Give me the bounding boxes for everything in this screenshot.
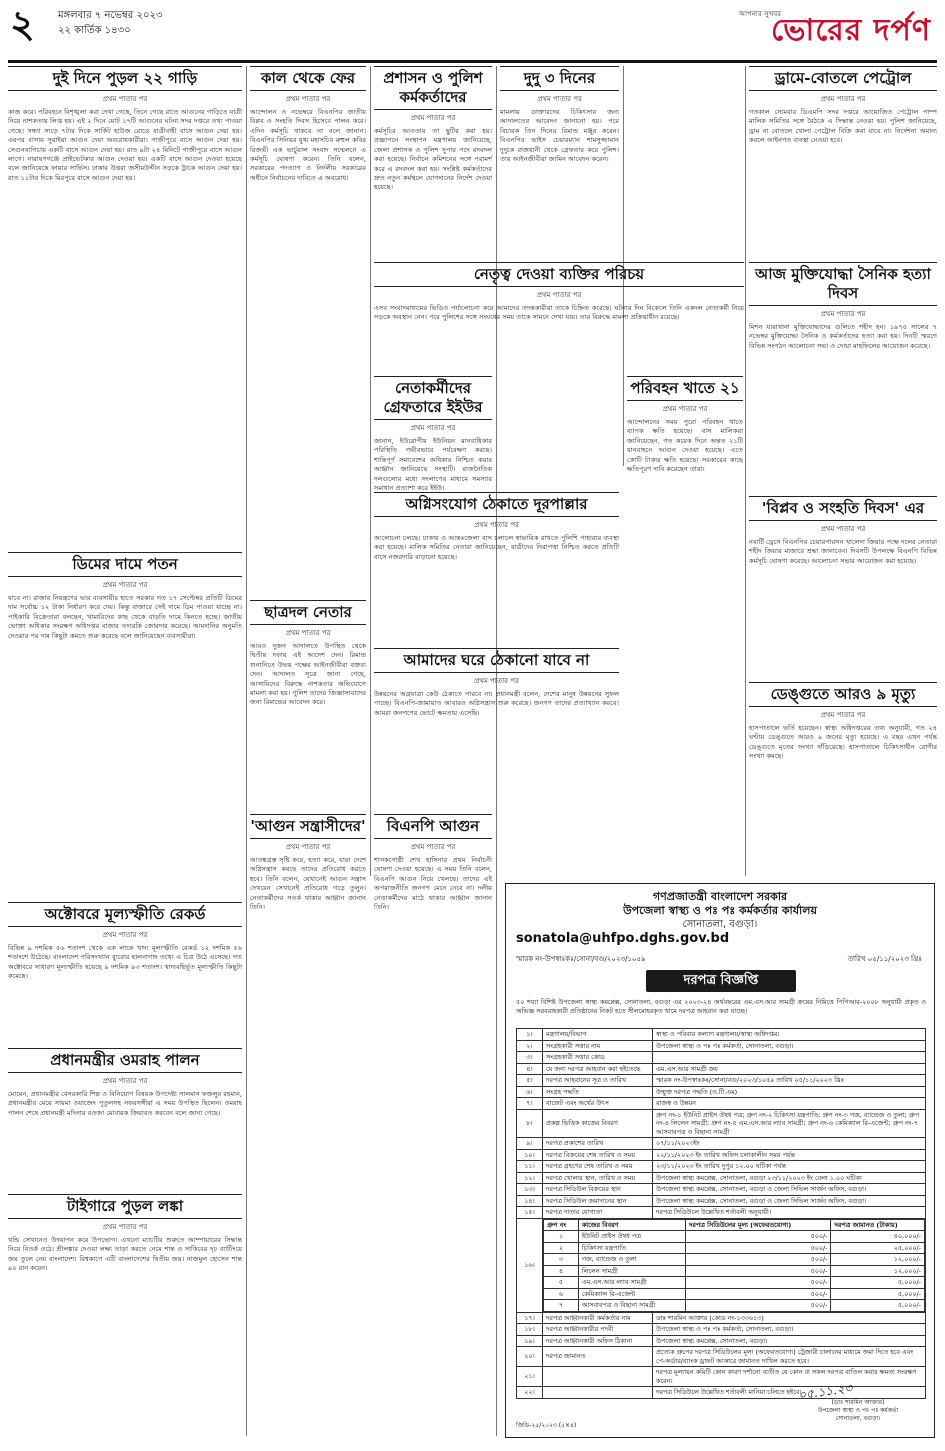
tender-cell-label: প্রকল্প ভিত্তিক কাজের বিবরণ	[543, 1109, 653, 1138]
group-cell-no: ৭	[544, 1300, 579, 1312]
tender-row	[517, 1195, 926, 1207]
group-cell-desc: ইউনিট প্রাইস ঔষধ পত্র	[578, 1231, 685, 1243]
group-cell-price: ৫০০/-	[686, 1231, 831, 1243]
article-body: বিভিন্ন ৯ দশমিক ৫৬ শতাংশ থেকে এক লাফে খাদ্য মূল্যস্ফীতি রেকর্ড ১২ দশমিক ৫৬ শতাংশে উঠেছে। বাংলাদেশ পরিসংখ্যান ব্যুরোর হালনাগাদ তথ্যে এ চিত্র উঠে এসেছে। গত অক্টোবরে সাধারণ মূল্যস্ফীতি হয়েছে ৯ দশমিক ৯৩ শতাংশ। খাদ্যবহির্ভূত মূল্যস্ফীতি কিছুটা কমেছে।	[8, 944, 242, 981]
headline: আজ মুক্তিযোদ্ধা সৈনিক হত্যা দিবস	[749, 262, 937, 306]
tender-row	[517, 1138, 926, 1150]
groups-header-row	[544, 1219, 925, 1231]
tender-cell-sl: ১৪।	[517, 1195, 543, 1207]
notice-location: সোনাতলা, বগুড়া।	[682, 919, 758, 930]
date-line-gregorian: মঙ্গলবার ৭ নভেম্বর ২০২৩	[58, 10, 163, 21]
article-body: শাসকগোষ্ঠী শেখ হাসিনার প্রথম নির্বাচনী ঘোষণা দেওয়া হয়েছে। এ সময় তিনি বলেন, বিএনপি আগুন নিয়ে খেলছে। তাদের এই অপরাজনীতি জনগণ মেনে নেবে না। দলীয় নেতাকর্মীদের মাঠে থাকার আহ্বান জানান তিনি।	[374, 856, 492, 912]
tender-cell-label: দরপত্র গ্রহণের শেষ তারিখ ও সময়	[543, 1161, 653, 1173]
article-body: মিশন যারাখানা মুক্তিযোদ্ধাদের গুলিতে শহীদ হন। ১৯৭৫ সালের ৭ নভেম্বর মুক্তিযোদ্ধা সৈনিক ও কর্মকর্তাদের হত্যা করা হয়। দিনটি স্মরণে বিভিন্ন সংগঠন আলোচনা সভা ও দোয়া মাহফিলের আয়োজন করেছে।	[749, 323, 937, 350]
signature-date: ০৫.১১.২৩	[797, 1380, 854, 1403]
tender-cell-sl: ১৯।	[517, 1335, 543, 1347]
tender-row	[517, 1161, 926, 1173]
tender-row	[517, 1335, 926, 1347]
tender-cell-label	[543, 1387, 653, 1399]
notice-banner: দরপত্র বিজ্ঞপ্তি	[646, 970, 796, 992]
groups-header-no: গ্রুপ নং	[544, 1219, 579, 1231]
kicker: প্রথম পাতার পর	[410, 843, 456, 851]
kicker: প্রথম পাতার পর	[102, 1223, 148, 1231]
masthead-rule	[8, 60, 937, 63]
column-divider	[745, 66, 746, 876]
article-body: জানান, ইউরোপীয় ইউনিয়ন মানবাধিকার পরিস্থিতি গভীরভাবে পর্যবেক্ষণ করছে। শান্তিপূর্ণ সমাবেশের অধিকার নিশ্চিত করার আহ্বান জানিয়েছে সংস্থাটি। রাজনৈতিক দলগুলোর মধ্যে সংলাপের মাধ্যমে সমস্যার সমাধান প্রত্যাশা করে ইইউ।	[374, 437, 492, 493]
page-number: ২	[10, 1, 35, 46]
tender-cell-value: দরপত্র সিডিউলে উল্লেখিত শর্তাবলী অনুযায়ী।	[653, 1207, 926, 1219]
tender-cell-sl: ১৮।	[517, 1324, 543, 1336]
tender-cell-value: স্বাস্থ্য ও পরিবার কল্যাণ মন্ত্রণালয়/স্বাস্থ্য অধিদপ্তর।	[653, 1029, 926, 1041]
tender-cell-label: দরপত্র আহ্বানকারী অফিস ঠিকানা	[543, 1335, 653, 1347]
tender-cell-label: সংগ্রহকারী সত্তার নাম	[543, 1040, 653, 1052]
headline: ডেঙ্গুতে আরও ৯ মৃত্যু	[749, 682, 937, 707]
tender-cell-sl: ৩।	[517, 1052, 543, 1064]
article-body: আরও দুজন আদালতে উপস্থিত থেকে দ্বিতীয় দফায় এই আদেশ দেন। রিমান্ড শুনানিতে উভয় পক্ষের আইনজীবীরা বক্তব্য দেন। আদালত সূত্রে জানা গেছে, আসামিদের বিরুদ্ধে নাশকতার অভিযোগে মামলা করা হয়। পুলিশ তাদের জিজ্ঞাসাবাদের জন্য রিমান্ডের আবেদন করে।	[250, 642, 366, 707]
tender-cell-value: রাজস্ব ও উন্নয়ন	[653, 1098, 926, 1110]
groups-header-price: দরপত্র সিডিউলের মূল্য (অফেরতযোগ্য)	[686, 1219, 831, 1231]
tender-row	[517, 1052, 926, 1064]
tender-cell-value: দরপত্র সিডিউলে উল্লেখিত শর্তাবলী মানিয়া চলিতে হইবে।	[653, 1387, 926, 1399]
kicker: প্রথম পাতার পর	[820, 525, 866, 533]
tender-cell-label: দরপত্র বিক্রয়ের শেষ তারিখ ও সময়	[543, 1149, 653, 1161]
kicker: প্রথম পাতার পর	[820, 310, 866, 318]
tender-cell-label: দরপত্র আহবানের সূত্র ও তারিখ	[543, 1075, 653, 1087]
tender-cell-label: সংগ্রহ পদ্ধতি	[543, 1086, 653, 1098]
article-cannot-stop	[374, 648, 619, 808]
column-divider	[246, 66, 247, 1436]
tender-row	[517, 1040, 926, 1052]
kicker: প্রথম পাতার পর	[102, 931, 148, 939]
tender-cell-label: বাজেট এবং অর্থের উৎস	[543, 1098, 653, 1110]
article-inflation	[8, 902, 242, 1042]
group-cell-security: ৪০,০০০/-	[831, 1231, 925, 1243]
column-divider	[370, 66, 371, 876]
tender-row-groups	[517, 1218, 926, 1312]
headline: ড্রামে-বোতলে পেট্রোল	[749, 66, 937, 91]
tender-cell-sl: ১৬।	[517, 1218, 543, 1312]
tender-cell-sl: ২১।	[517, 1367, 543, 1387]
article-body: আন্দোলনের সময় পুরো পরিবহন খাতে ব্যাপক ক্ষতি হয়েছে। বাস মালিকরা জানিয়েছেন, গত কয়েক দিনে অন্তত ২১টি যানবাহনে আগুন দেওয়া হয়েছে। এতে কোটি টাকার ক্ষতি হয়েছে। সরকারের কাছে ক্ষতিপূরণ দাবি করেছেন তারা।	[627, 418, 743, 474]
tender-cell-label: মন্ত্রণালয়/বিভাগ	[543, 1029, 653, 1041]
article-soldier-killing-day	[749, 262, 937, 492]
article-long-distance-bus	[374, 492, 619, 642]
group-cell-security: ৫,০০০/-	[831, 1277, 925, 1289]
logo-text: ভোরের দর্পণ	[771, 13, 931, 48]
article-body: নবার্টি ড্রেসে বিএনপির চেয়ারপারসন খালেদা জিয়ার পক্ষে দলের নেতারা শহীদ জিয়ার মাজারে শ্রদ্ধা জানাবেন। দিবসটি উপলক্ষে বিএনপি বিভিন্ন কর্মসূচি ঘোষণা করেছে। আলোচনা সভার আয়োজন করা হয়েছে।	[749, 538, 937, 565]
tender-row	[517, 1149, 926, 1161]
article-body: মোমেন, প্রধানমন্ত্রীর বেসরকারি শিল্প ও বিনিয়োগ বিষয়ক উপদেষ্টা সালমান ফজলুর রহমান, প্রধানমন্ত্রীর মেয়ে সায়মা ওয়াজেদ পুতুলসহ সফরসঙ্গীরা এ সময় উপস্থিত ছিলেন। ওমরাহ পালন শেষে প্রধানমন্ত্রী মদিনায় রওজা মোবারক জিয়ারত করবেন বলে জানা গেছে।	[8, 1090, 242, 1117]
tender-row	[517, 1075, 926, 1087]
tender-cell-value: ০৭/১১/২০২৩ইং	[653, 1138, 926, 1150]
signature-place: সোনাতলা, বগুড়া।	[835, 1415, 881, 1422]
tender-cell-label: সংগ্রহকারী সত্তার কোড	[543, 1052, 653, 1064]
group-cell-price: ৫০০/-	[686, 1265, 831, 1277]
article-body: খন্ডি সেখানেও উদযাপন করে উপভোগ। এখনো ম্যাচটির শুরুতে আম্পায়ারের সিদ্ধান্ত নিয়ে বিতর্ক ওঠে। শ্রীলঙ্কার দেওয়া লক্ষ্য তাড়া করতে নেমে শান্ত ও সাকিবের দৃঢ় ব্যাটিংয়ে জয় তুলে নেয় বাংলাদেশ। বিশ্বকাপে এটি বাংলাদেশের দ্বিতীয় জয়। নাজমুল হোসেন শান্ত ৯০ রান করেন।	[8, 1236, 242, 1273]
tender-cell-value: ডাঃ শারমিন আক্তার (কোড নং-১৩৩৬১৩)	[653, 1312, 926, 1324]
tender-cell-sl: ২।	[517, 1040, 543, 1052]
article-admin-police	[374, 66, 492, 256]
kicker: প্রথম পাতার পর	[102, 1077, 148, 1085]
tender-cell-value: প্রত্যেক গ্রুপের দরপত্র সিডিউলের মূল্য (অফেরতযোগ্য) ট্রেজারী চালানের মাধ্যমে জমা দিতে হবে এবং পে-অর্ডার/ব্যাংক ড্রাফট আকারে জামানত দাখিল করতে হবে।	[653, 1347, 926, 1367]
tender-cell-sl: ৬।	[517, 1086, 543, 1098]
article-body: মামলায় ডাক্তারদের চিকিৎসার জন্য আদালতের আবেদন জানানো হয়। পরে বিচারক তিন দিনের রিমান্ড মঞ্জুর করেন। বিএনপির ভাইস চেয়ারম্যান শামসুজ্জামান দুদুকে রাজধানী থেকে গ্রেফতার করে পুলিশ। তার আইনজীবীরা জামিন আবেদন করেন।	[500, 108, 619, 164]
headline: 'আগুন সন্ত্রাসীদের'	[250, 814, 366, 839]
tender-cell-value: গ্রুপ নং-১ ইউনিট প্রাইস ঔষধ পত্র; গ্রুপ নং-২ চিকিৎসা যন্ত্রপাতি; গ্রুপ নং-৩ গজ, ব্যান্ডেজ ও তুলা; গ্রুপ নং-৪ লিলেন সামগ্রী; গ্রুপ নং-৫ এম.এস.আর ল্যাব সামগ্রী; গ্রুপ নং-৬ কেমিক্যাল রি-এজেন্ট; গ্রুপ নং-৭ আসবাবপত্র ও বিছানা সামগ্রী	[653, 1109, 926, 1138]
tender-cell-value: উপজেলা স্বাস্থ্য কমপ্লেক্স, সোনাতলা, বগুড়া ২৩/১১/২০২৩ ইং বেলা ১.০০ ঘটিকা	[653, 1172, 926, 1184]
group-cell-security: ২৫,০০০/-	[831, 1242, 925, 1254]
group-cell-price: ৫০০/-	[686, 1288, 831, 1300]
headline: 'বিপ্লব ও সংহতি দিবস' এর	[749, 496, 937, 521]
tender-row	[517, 1324, 926, 1336]
tender-cell-value: স্মারক নং-উপস্বাঃকঃ/সোনা/বগু/২০২৩/১০৫৯ তারিখ ০৫/১১/২০২৩ খ্রিঃ	[653, 1075, 926, 1087]
tender-cell-label: যে জন্য দরপত্র আহবান করা হইতেছে	[543, 1063, 653, 1075]
article-bnp-fire	[374, 814, 492, 1434]
article-egg-prices	[8, 552, 242, 897]
article-body: আন্দোলন ও নভেম্বরে বিএনপির জাতীয় বিপ্লব ও সংহতি দিবস হিসেবে পালন করে। এদিন কর্মসূচি থাকবে না বলে জানান। বিএনপির সিনিয়র যুগ্ম মহাসচিব রুহুল কবির রিজভী এক ভার্চুয়াল সংবাদ সম্মেলনে এ কর্মসূচি ঘোষণা করেন। তিনি বলেন, সরকারের পদত্যাগ ও নির্দলীয় সরকারের অধীনে নির্বাচনের দাবিতে এ অবরোধ।	[250, 108, 366, 182]
article-revolution-day	[749, 496, 937, 676]
signature-title: উপজেলা স্বাস্থ্য ও পঃ পঃ কর্মকর্তা	[817, 1407, 899, 1414]
group-cell-no: ১	[544, 1231, 579, 1243]
headline: প্রশাসন ও পুলিশ কর্মকর্তাদের	[374, 66, 492, 110]
article-body: হাসপাতালে ভর্তি হয়েছেন। স্বাস্থ্য অধিদপ্তরের তথ্য অনুযায়ী, গত ২৪ ঘণ্টায় ডেঙ্গুতে আরও ৯ জনের মৃত্যু হয়েছে। এ বছর এখন পর্যন্ত ডেঙ্গুতে মৃতের সংখ্যা দাঁড়িয়েছে। হাসপাতালে চিকিৎসাধীন রোগীর সংখ্যা কমছে।	[749, 724, 937, 761]
tender-cell-sl: ৪।	[517, 1063, 543, 1075]
group-row	[544, 1231, 925, 1243]
group-row	[544, 1242, 925, 1254]
tender-cell-label: দরপত্র দাতার যোগ্যতা	[543, 1207, 653, 1219]
kicker: প্রথম পাতার পর	[474, 677, 519, 685]
tender-cell-sl: ১৫।	[517, 1207, 543, 1219]
article-body: যাবে না। রাজার নিয়ন্ত্রণের ভার ব্যবসায়ীর হাতে সরকার গত ১৭ সেপ্টেম্বর প্রতিটি ডিমের দাম সর্বোচ্চ ১২ টাকা নির্ধারণ করে দেয়। কিন্তু বাজারে সেই দামে ডিম পাওয়া যাচ্ছে না। পাইকারি বিক্রেতারা বলছেন, খামারিদের কাছ থেকে বাড়তি দামে কিনতে হচ্ছে। জাতীয় ভোক্তা অধিকার সংরক্ষণ অধিদপ্তর বাজার তদারকি জোরদার করেছে। আমদানির অনুমতি দেওয়ার পর দাম কিছুটা কমতে শুরু করেছে বলে জানিয়েছেন ব্যবসায়ীরা।	[8, 594, 242, 640]
tender-cell-value: ২৩/১১/২০২৩ ইং তারিখ দুপুর ১২.০০ ঘটিকা পর্যন্ত	[653, 1161, 926, 1173]
group-row	[544, 1277, 925, 1289]
article-body: গতকাল সোমবার ডিএমপি সদর দপ্তরে আয়োজিত পেট্রোল পাম্প মালিক সমিতির সঙ্গে বৈঠকে এ সিদ্ধান্ত নেওয়া হয়। পুলিশ জানিয়েছে, ড্রাম বা বোতলে খোলা পেট্রোল বিক্রি করা যাবে না। নির্দেশনা অমান্য করলে আইনগত ব্যবস্থা নেওয়া হবে।	[749, 108, 937, 145]
tender-row	[517, 1184, 926, 1196]
tender-cell-label: দরপত্র আহ্বানকারীর পদবী	[543, 1324, 653, 1336]
tender-cell-sl: ১২।	[517, 1172, 543, 1184]
headline: দুদু ৩ দিনের	[500, 66, 619, 91]
article-leader-identity	[374, 262, 744, 372]
tender-cell-sl: ১০।	[517, 1149, 543, 1161]
notice-office: উপজেলা স্বাস্থ্য ও পঃ পঃ কর্মকর্তার কার্যালয়	[623, 904, 817, 917]
tender-cell-sl: ৫।	[517, 1075, 543, 1087]
article-body: কাজ করে। পরিবহনে বিশৃঙ্খলা করা দেখা গেছে, তিনে গেছে রাতে আগুনের গাড়িতে যাত্রী নিয়ে নাশকতায় লিপ্ত হয়। এই ২ দিনে মোট ১৭টি আগুনের ঘটনা সদর দপ্তরে তথ্য পাওয়া গেছে। সন্ধ্যা সাড়ে ৭টার দিকে সার্কিট হাউজ রোডে যাত্রীবাহী বাসে আগুন দেয়া হয়। এরপর বাসায় সুরাইয়া আগুন দেয়া অবরোধকারীরা। গাজীপুরে বাসে আগুন দেয়া হয়। সেগুনবাগিচায় একটি বাসে আগুন দেয়া হয়। রাত ৯টা ২৪ মিনিটে গাজীপুরে বাসে আগুন লাগে। নারায়ণগঞ্জে প্রাইভেটকার আগুন দেওয়া হয়। একটি বাসে আগুন দেওয়া হয়েছে বলে জানিয়েছে ফায়ার সার্ভিস। ঢাকার উত্তরা জসীমউদ্দীন সড়কে ট্রাকে আগুন দেয়া হয়। রাত ১১টার দিকে মিরপুরে বাসে আগুন দেয়া হয়।	[8, 108, 242, 182]
article-petrol-drums	[749, 66, 937, 256]
article-cricket	[8, 1194, 242, 1434]
group-cell-security: ১২,০০০/-	[831, 1265, 925, 1277]
article-dudu-remand	[500, 66, 619, 256]
tender-groups-cell	[543, 1218, 926, 1312]
tender-cell-value: উপজেলা স্বাস্থ্য ও পঃ পঃ কর্মকর্তা, সোনাতলা, বগুড়া।	[653, 1324, 926, 1336]
article-vehicles-burned	[8, 66, 242, 548]
tender-cell-value: উপজেলা স্বাস্থ্য কমপ্লেক্স, সোনাতলা, বগুড়া ও জেলা সিভিল সার্জন অফিস, বগুড়া।	[653, 1184, 926, 1196]
kicker: প্রথম পাতার পর	[820, 711, 866, 719]
headline: নেতাকর্মীদের গ্রেফতারে ইইউর	[374, 376, 492, 420]
tender-cell-sl: ৯।	[517, 1138, 543, 1150]
headline: অক্টোবরে মূল্যস্ফীতি রেকর্ড	[8, 902, 242, 927]
group-cell-security: ৫,০০০/-	[831, 1288, 925, 1300]
tender-cell-label: দরপত্র সিডিউল জমাদানের স্থান	[543, 1195, 653, 1207]
group-cell-desc: এম.এস.আর ল্যাব সামগ্রী	[578, 1277, 685, 1289]
tender-table	[516, 1028, 926, 1399]
group-row	[544, 1254, 925, 1266]
tender-row	[517, 1109, 926, 1138]
group-cell-no: ৪	[544, 1265, 579, 1277]
group-cell-desc: কেমিক্যাল রি-এজেন্ট	[578, 1288, 685, 1300]
tender-cell-label: দরপত্র খোলার স্থান, তারিখ ও সময়	[543, 1172, 653, 1184]
group-cell-desc: চিকিৎসা যন্ত্রপাতি	[578, 1242, 685, 1254]
newspaper-logo	[721, 10, 931, 52]
tender-cell-label: দরপত্র প্রকাশের তারিখ	[543, 1138, 653, 1150]
group-cell-security: ৫,০০০/-	[831, 1300, 925, 1312]
kicker: প্রথম পাতার পর	[410, 114, 456, 122]
group-cell-no: ২	[544, 1242, 579, 1254]
group-cell-security: ১২,০০০/-	[831, 1254, 925, 1266]
notice-intro: ৫০ শয্যা বিশিষ্ট উপজেলা স্বাস্থ্য কমপ্লেক্স, সোনাতলা, বগুড়া এর ২০২৩-২৪ অর্থবছরের এম.এস.আর সামগ্রী ক্রয়ের নিমিত্তে পিপিআর-২০০৮ অনুযায়ী প্রকৃত ও অভিজ্ঞ সরবরাহকারী প্রতিষ্ঠানের নিকট হতে সীলমোহরকৃত খামে দরপত্র আহবান করা যাচ্ছে।	[516, 998, 926, 1015]
tender-cell-value: উপজেলা স্বাস্থ্য কমপ্লেক্স, সোনাতলা, বগুড়া।	[653, 1335, 926, 1347]
group-row	[544, 1300, 925, 1312]
group-row	[544, 1265, 925, 1277]
signature-block	[798, 1379, 918, 1429]
tender-row	[517, 1312, 926, 1324]
kicker: প্রথম পাতার পর	[410, 424, 456, 432]
group-cell-desc: গজ, ব্যান্ডেজ ও তুলা	[578, 1254, 685, 1266]
article-body: আলোচনা চলছে। ঢাকায় ও আন্তঃজেলা বাস চলাচল স্বাভাবিক রাখতে পুলিশি পাহারার ব্যবস্থা করা হয়েছে। মালিক সমিতির নেতারা জানিয়েছেন, যাত্রীদের নিরাপত্তা নিশ্চিত করতে প্রতিটি বাসে নজরদারি বাড়ানো হয়েছে।	[374, 534, 619, 561]
group-cell-no: ৫	[544, 1277, 579, 1289]
headline: ডিমের দামে পতন	[8, 552, 242, 577]
article-transport-sector	[627, 376, 743, 676]
tender-cell-sl: ৮।	[517, 1109, 543, 1138]
tender-cell-sl: ৭।	[517, 1098, 543, 1110]
headline: ছাত্রদল নেতার	[250, 600, 366, 625]
tender-cell-value: উন্মুক্ত দরপত্র পদ্ধতি (ও.টি.এম)	[653, 1086, 926, 1098]
article-arson-terrorists	[250, 814, 366, 1434]
tender-notice	[505, 883, 935, 1438]
signature-name: (ডাঃ শারমিন আক্তার)	[831, 1399, 885, 1406]
notice-date: তারিখ ০৫/১১/২০২৩ খ্রিঃ	[847, 955, 922, 963]
group-cell-desc: আসবাবপত্র ও বিছানা সামগ্রী	[578, 1300, 685, 1312]
tender-cell-value	[653, 1052, 926, 1064]
tender-cell-label: দরপত্র আহ্বানকারী কর্মকর্তার নাম	[543, 1312, 653, 1324]
tender-cell-value: ২২/১১/২০২৩ ইং তারিখ অফিস চলাকালীন সময় পর্যন্ত	[653, 1149, 926, 1161]
groups-header-desc: কাজের বিবরণ	[578, 1219, 685, 1231]
tender-cell-value: দরপত্র মূল্যায়ন কমিটি কোন কারণ দর্শানো ব্যতীত যে কোন বা সকল দরপত্র বাতিল করার ক্ষমতা সংরক্ষণ করেন।	[653, 1367, 926, 1387]
kicker: প্রথম পাতার পর	[285, 843, 331, 851]
tender-cell-sl: ১৭।	[517, 1312, 543, 1324]
article-body: এসব সংবাদমাধ্যমের ভিডিও পর্যালোচনা করে আমাদের তদন্তকারীরা তাকে চিহ্নিত করেছে। ঘটনার দিন বিকেলে তিনি একদল নেতাকর্মী নিয়ে সড়কে অবস্থান নেন। পরে পুলিশের সঙ্গে সংঘর্ষের সময় তাকে সামনে দেখা যায়। তার বিরুদ্ধে মামলা প্রক্রিয়াধীন রয়েছে।	[374, 304, 744, 322]
kicker: প্রথম পাতার পর	[285, 95, 331, 103]
headline: আমাদের ঘরে ঠেকানো যাবে না	[374, 648, 619, 673]
tender-row	[517, 1347, 926, 1367]
article-student-leader	[250, 600, 366, 810]
group-row	[544, 1288, 925, 1300]
tender-row	[517, 1207, 926, 1219]
notice-government: গণপ্রজাতন্ত্রী বাংলাদেশ সরকার	[652, 890, 788, 903]
notice-footer-code: জিডি-২৫/২০২৩ (৫×৪)	[516, 1422, 577, 1429]
group-cell-no: ৬	[544, 1288, 579, 1300]
notice-email: sonatola@uhfpo.dghs.gov.bd	[516, 931, 730, 946]
group-cell-desc: লিলেন সামগ্রী	[578, 1265, 685, 1277]
kicker: প্রথম পাতার পর	[662, 405, 708, 413]
kicker: প্রথম পাতার পর	[536, 291, 582, 299]
tender-cell-sl: ২২।	[517, 1387, 543, 1399]
group-cell-no: ৩	[544, 1254, 579, 1266]
headline: দুই দিনে পুড়ল ২২ গাড়ি	[8, 66, 242, 91]
kicker: প্রথম পাতার পর	[102, 581, 148, 589]
article-dengue-deaths	[749, 682, 937, 878]
tender-groups-table	[543, 1219, 925, 1312]
tender-row	[517, 1172, 926, 1184]
tender-row	[517, 1063, 926, 1075]
tender-row	[517, 1029, 926, 1041]
notice-reference: স্মারক নং-উপস্বাঃকঃ/সোনা/বগু/২০২৩/১০৫৯	[516, 955, 646, 963]
tender-row	[517, 1086, 926, 1098]
article-blockade-again	[250, 66, 366, 596]
tender-cell-value: এম.এস.আর সামগ্রী ক্রয়	[653, 1063, 926, 1075]
tender-cell-sl: ১১।	[517, 1161, 543, 1173]
headline: টাইগারে পুড়ল লঙ্কা	[8, 1194, 242, 1219]
tender-row	[517, 1098, 926, 1110]
kicker: প্রথম পাতার পর	[102, 95, 148, 103]
group-cell-price: ৫০০/-	[686, 1242, 831, 1254]
kicker: প্রথম পাতার পর	[285, 629, 331, 637]
tender-cell-value: উপজেলা স্বাস্থ্য ও পঃ পঃ কর্মকর্তা, সোনাতলা, বগুড়া।	[653, 1040, 926, 1052]
tender-cell-sl: ২০।	[517, 1347, 543, 1367]
group-cell-price: ৫০০/-	[686, 1300, 831, 1312]
kicker: প্রথম পাতার পর	[820, 95, 866, 103]
kicker: প্রথম পাতার পর	[474, 521, 519, 529]
headline: প্রধানমন্ত্রীর ওমরাহ পালন	[8, 1048, 242, 1073]
tender-cell-label: দরপত্র জামানত	[543, 1347, 653, 1367]
headline: বিএনপি আগুন	[374, 814, 492, 839]
headline: কাল থেকে ফের	[250, 66, 366, 91]
date-line-bengali: ২২ কার্তিক ১৪৩০	[58, 25, 131, 36]
headline: পরিবহন খাতে ২১	[627, 376, 743, 401]
article-body: কর্মসূচির আওতায় তা ছুটির করা হয়। প্রজ্ঞাপনে সংস্থাপন মন্ত্রণালয় জানিয়েছে, জেলা প্রশাসক ও পুলিশ সুপার পদে রদবদল করা হয়েছে। নির্বাচন কমিশনের সঙ্গে পরামর্শ করে এ রদবদল করা হয়। সংশ্লিষ্ট কর্মকর্তাদের দ্রুত নতুন কর্মস্থলে যোগদানের নির্দেশ দেওয়া হয়েছে।	[374, 127, 492, 192]
article-body: আতঙ্কগ্রস্ত সৃষ্টি করে, হত্যা করে, যারা দেশে অগ্নিসন্ত্রাস করছে তাদের প্রতিরোধ করতে হবে। তিনি বলেন, যেখানেই আগুন সন্ত্রাস দেখবেন সেখানেই প্রতিরোধ গড়ে তুলুন। নেতাকর্মীদের সতর্ক থাকার আহ্বান জানান তিনি।	[250, 856, 366, 912]
tender-cell-value: উপজেলা স্বাস্থ্য কমপ্লেক্স, সোনাতলা, বগুড়া ও জেলা সিভিল সার্জন অফিস, বগুড়া।	[653, 1195, 926, 1207]
tender-cell-label: দরপত্র সিডিউল বিক্রয়ের স্থান	[543, 1184, 653, 1196]
tender-cell-sl: ১৩।	[517, 1184, 543, 1196]
logo-tagline: আপনার সুখবর	[738, 10, 781, 18]
article-eu-arrests	[374, 376, 492, 493]
masthead	[0, 0, 945, 62]
group-cell-price: ৫০০/-	[686, 1277, 831, 1289]
article-body: উন্নয়নের অগ্রযাত্রা কেউ ঠেকাতে পারবে না। প্রধানমন্ত্রী বলেন, দেশের মানুষ উন্নয়নের সুফল পাচ্ছে। বিএনপি-জামায়াত আবারও অগ্নিসন্ত্রাস শুরু করেছে। জনগণ তাদের প্রত্যাখ্যান করবে। আমরা জনগণের ভোটে ক্ষমতায় এসেছি।	[374, 690, 619, 717]
headline: অগ্নিসংযোগ ঠেকাতে দূরপাল্লার	[374, 492, 619, 517]
tender-cell-label	[543, 1367, 653, 1387]
kicker: প্রথম পাতার পর	[537, 95, 582, 103]
headline: নেতৃত্ব দেওয়া ব্যক্তির পরিচয়	[374, 262, 744, 287]
dateline	[58, 8, 162, 38]
groups-header-security: দরপত্র জামানত (টাকায়)	[831, 1219, 925, 1231]
group-cell-price: ৫০০/-	[686, 1254, 831, 1266]
article-pm-umrah	[8, 1048, 242, 1188]
tender-cell-sl: ১।	[517, 1029, 543, 1041]
